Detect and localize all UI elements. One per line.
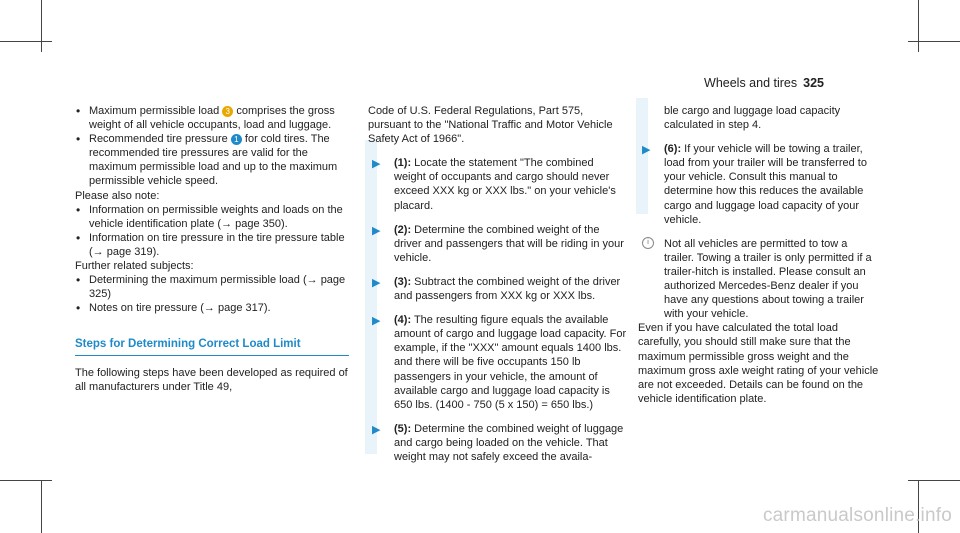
list-item: • Recommended tire pressure 1 for cold tires. The recommended tire pressures are valid for the maximum permissible load and up to the maximum permissible vehicle speed. [76,132,338,188]
play-arrow-icon: ▶ [372,158,381,171]
step-3: ▶ (3): Subtract the combined weight of the driver and passengers from XXX kg or XXX lbs. [372,275,621,303]
step-4: ▶ (4): The resulting figure equals the available amount of cargo and luggage load capacity. For example, if the "XXX" amount equals 1400 lbs. and there will be five occupants 150 lb passengers in your vehicle, the amount of available cargo and luggage load capacity is 650 lbs. (1400 - 750 (5 x 150) = 650 lbs.) [372,314,627,411]
note-intro: Please also note: [75,189,160,202]
play-arrow-icon: ▶ [372,315,381,328]
crop-mark [0,480,52,481]
play-arrow-icon: ▶ [372,423,381,436]
play-arrow-icon: ▶ [642,144,651,157]
list-item: • Information on permissible weights and loads on the vehicle identification plate (→ page 350). [76,202,343,230]
related-intro: Further related subjects: [75,260,194,273]
crop-mark [0,41,52,42]
callout-3-icon: 3 [222,106,233,117]
list-item: • Maximum permissible load 3 comprises the gross weight of all vehicle occupants, load and luggage. [76,104,335,132]
crop-mark [908,41,960,42]
page-number: 325 [803,76,824,90]
list-item: • Determining the maximum permissible load (→ page 325) [76,273,346,301]
watermark: carmanualsonline.info [762,505,952,526]
cross-reference-link[interactable]: Determining the maximum permissible load (→ page 325) [89,274,346,301]
info-icon: i [642,237,654,249]
cross-reference-link[interactable]: Information on tire pressure in the tire pressure table (→ page 319). [89,231,345,258]
play-arrow-icon: ▶ [372,276,381,289]
note: i Not all vehicles are permitted to tow a trailer. Towing a trailer is only permitted if a trailer-hitch is installed. Please consult an authorized Mercedes-Benz dealer if you have any questions about towing a trailer with your vehicle. [638,237,880,322]
play-arrow-icon: ▶ [372,224,381,237]
step-1: ▶ (1): Locate the statement "The combined weight of occupants and cargo should never exceed XXX kg or XXX lbs." on your vehicle's placard. [372,157,616,212]
list-item: • Information on tire pressure in the tire pressure table (→ page 319). [76,230,345,258]
crop-mark [41,481,42,533]
crop-mark [918,0,919,52]
column-right [638,104,880,406]
crop-mark [908,480,960,481]
crop-mark [41,0,42,52]
list-item: • Notes on tire pressure (→ page 317). [76,301,271,316]
page-header [704,76,824,90]
cross-reference-link[interactable]: Notes on tire pressure (→ page 317). [89,302,271,315]
cross-reference-link[interactable]: Information on permissible weights and loads on the vehicle identification plate (→ page 350). [89,203,343,230]
callout-1-icon: 1 [231,134,242,145]
section-heading: Steps for Determining Correct Load Limit [75,337,349,355]
paragraph: Even if you have calculated the total load carefully, you should still make sure that the maximum permissible gross weight and the maximum gross axle weight rating of your vehicle are not exceeded. Details can be found on the vehicle identification plate. [638,322,879,405]
column-middle [368,104,628,464]
chapter-title: Wheels and tires [704,76,798,90]
paragraph: Code of U.S. Federal Regulations, Part 575, pursuant to the "National Traffic and Motor Vehicle Safety Act of 1966". [368,105,613,146]
step-6: ▶ (6): If your vehicle will be towing a trailer, load from your trailer will be transferred to your vehicle. Consult this manual to determine how this reduces the available cargo and luggage load capacity of your vehicle. [642,143,867,226]
paragraph: The following steps have been developed as required of all manufacturers under Title 49, [75,366,348,393]
column-left [75,104,355,394]
step-continuation: ble cargo and luggage load capacity calculated in step 4. [664,105,841,132]
step-2: ▶ (2): Determine the combined weight of the driver and passengers that will be riding in your vehicle. [372,223,624,264]
step-5: ▶ (5): Determine the combined weight of luggage and cargo being loaded on the vehicle. That weight may not safely exceed the availa- [372,422,624,463]
